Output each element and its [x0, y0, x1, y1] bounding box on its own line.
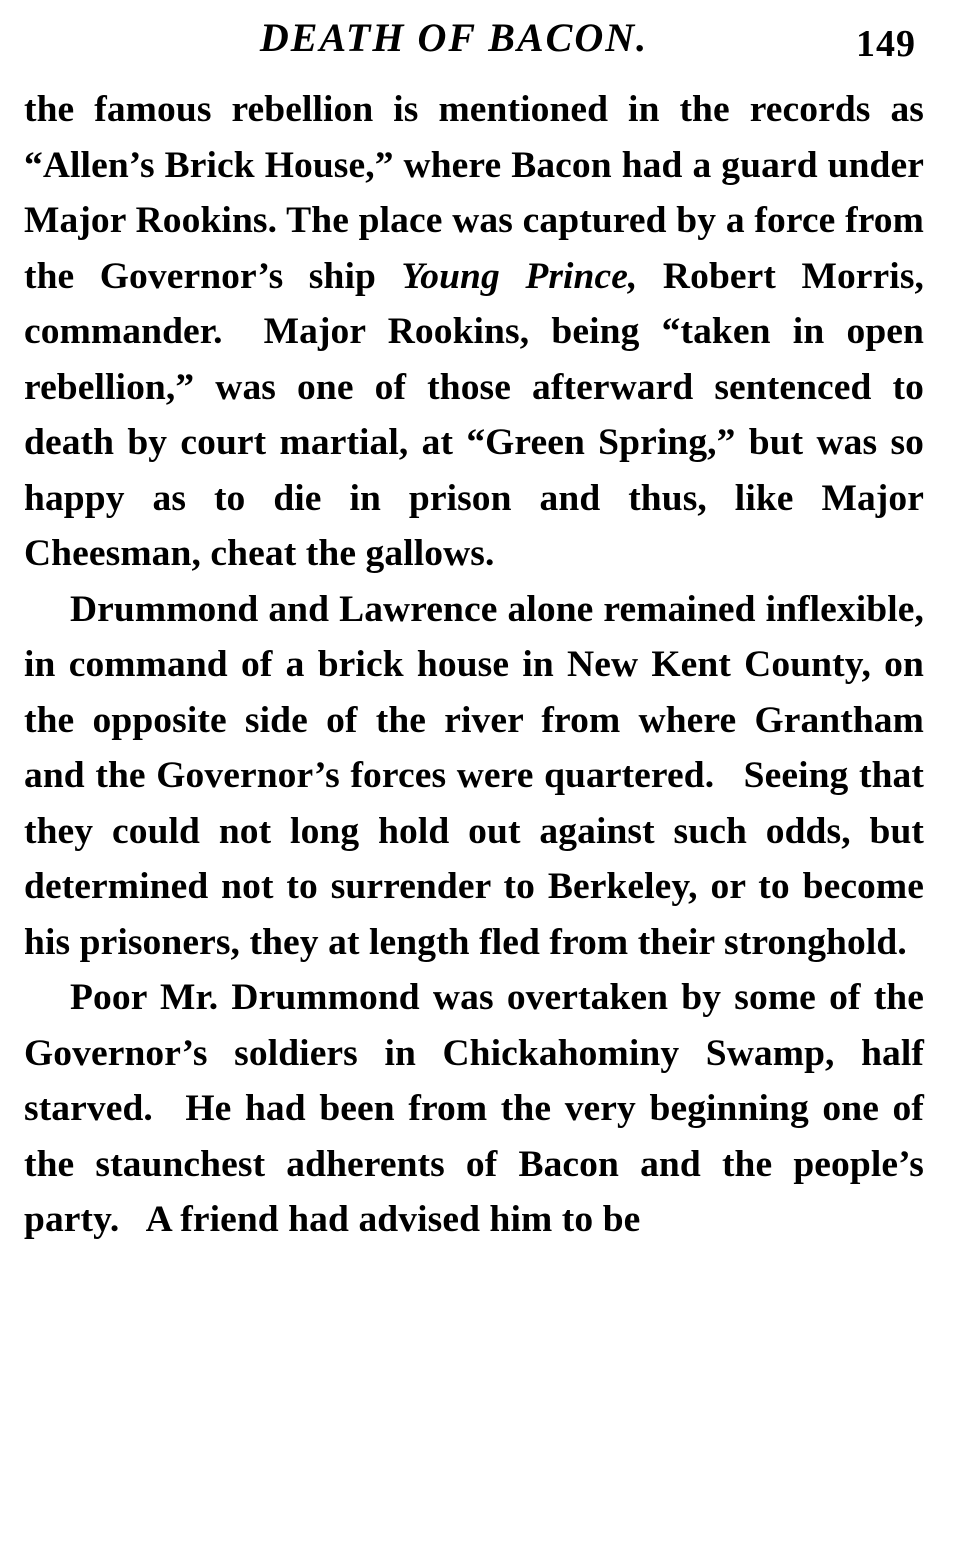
paragraph-text: Robert Morris, commander. Major Rookins, being “taken in open rebellion,” was one of those afterward sentenced to death by court martial, at “Green Spring,” but was so happy as to die in prison and thus, like Major Cheesman, cheat the gallows.: [24, 255, 924, 574]
paragraph: [24, 970, 924, 1248]
paragraph-text: Poor Mr. Drummond was overtaken by some of the Governor’s soldiers in Chickahominy Swamp, half starved. He had been from the very beginning one of the staunchest adherents of Bacon and the people’s party. A friend had advised him to be: [24, 977, 924, 1240]
paragraph: [24, 582, 924, 971]
page-header: [24, 14, 924, 76]
running-title: DEATH OF BACON.: [259, 15, 649, 60]
emphasis-text: Young Prince,: [401, 255, 638, 297]
page-body: [24, 82, 924, 1248]
paragraph: [24, 82, 924, 582]
paragraph-text: Drummond and Lawrence alone remained inflexible, in command of a brick house in New Kent County, on the opposite side of the river from where Grantham and the Governor’s forces were quartered. Seeing that they could not long hold out against such odds, but determined not to surrender to Berkeley, or to become his prisoners, they at length fled from their stronghold.: [24, 588, 924, 963]
paragraph-text: the famous rebellion is mentioned in the records as “Allen’s Brick House,” where Bacon had a guard under Major Rookins. The place was captured by a force from the Governor’s ship: [24, 89, 924, 297]
page-number: 149: [856, 23, 916, 65]
